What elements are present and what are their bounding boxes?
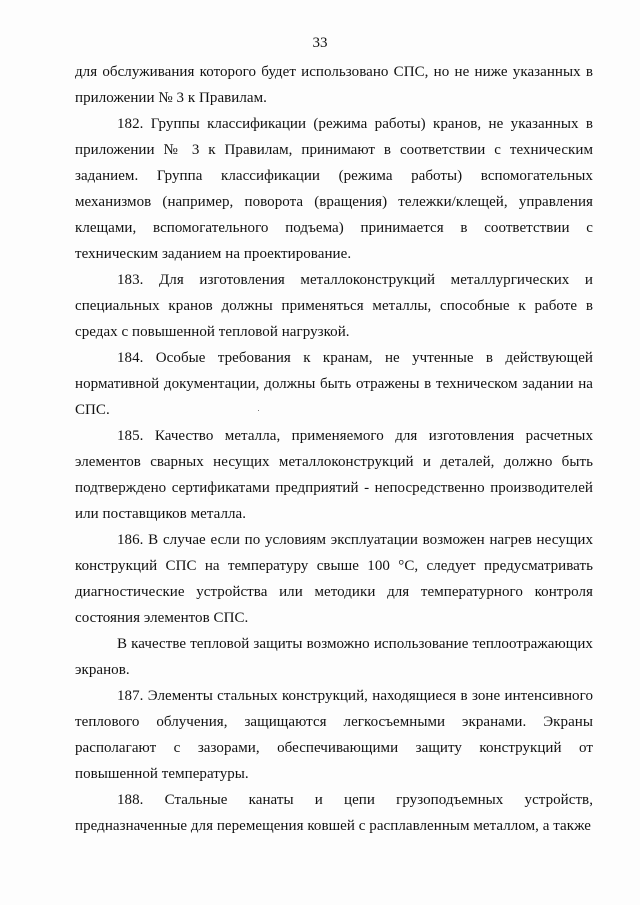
paragraph-182: 182. Группы классификации (режима работы) кранов, не указанных в приложении № 3 к Правилам, принимают в соответствии с техническим заданием. Группа классификации (режима работы) вспомогательных механизмов (например, поворота (вращения) тележки/клещей, управления клещами, вспомогательного подъема) принимается в соответствии с техническим заданием на проектирование. [75,116,593,262]
paragraph-185: 185. Качество металла, применяемого для изготовления расчетных элементов сварных несущих металлоконструкций и деталей, должно быть подтверждено сертификатами предприятий - непосредственно производителей или поставщиков металла. [75,428,593,522]
paragraph-184: 184. Особые требования к кранам, не учтенные в действующей нормативной документации, должны быть отражены в техническом задании на СПС. [75,350,593,418]
scan-speck [258,410,259,411]
paragraph-188: 188. Стальные канаты и цепи грузоподъемных устройств, предназначенные для перемещения ковшей с расплавленным металлом, а также [75,792,593,834]
paragraph-186: 186. В случае если по условиям эксплуатации возможен нагрев несущих конструкций СПС на температуру свыше 100 °С, следует предусматривать диагностические устройства или методики для температурного контроля состояния элементов СПС. [75,532,593,626]
paragraph-thermal-protection: В качестве тепловой защиты возможно использование теплоотражающих экранов. [75,636,593,678]
page-number: 33 [312,35,328,51]
paragraph-continuation: для обслуживания которого будет использовано СПС, но не ниже указанных в приложении № 3 к Правилам. [75,64,593,106]
paragraph-187: 187. Элементы стальных конструкций, находящиеся в зоне интенсивного теплового облучения, защищаются легкосъемными экранами. Экраны располагают с зазорами, обеспечивающими защиту конструкций от повышенной температуры. [75,688,593,782]
paragraph-183: 183. Для изготовления металлоконструкций металлургических и специальных кранов должны применяться металлы, способные к работе в средах с повышенной тепловой нагрузкой. [75,272,593,340]
document-body [75,59,593,839]
